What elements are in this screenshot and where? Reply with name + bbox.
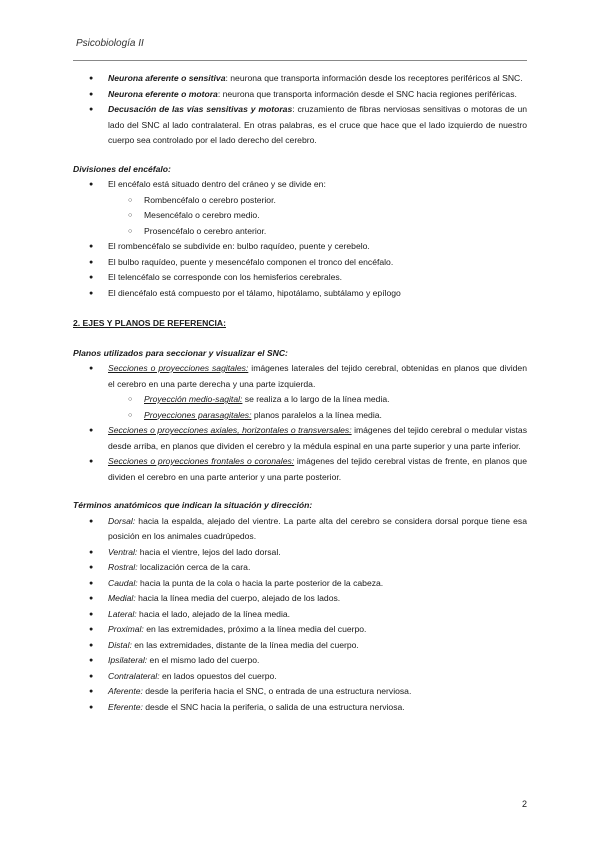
list-item (73, 454, 527, 485)
term: Secciones o proyecciones sagitales: (108, 363, 249, 373)
list-item (73, 622, 527, 638)
list-item (73, 684, 527, 700)
term: Neurona eferente o motora (108, 88, 218, 99)
definition: hacia la punta de la cola o hacia la parte posterior de la cabeza. (137, 577, 384, 588)
list-item (73, 607, 527, 623)
definition: localización cerca de la cara. (137, 562, 251, 572)
list-item (73, 361, 527, 423)
page-content (73, 71, 527, 715)
sub-list-item: ○ Mesencéfalo o cerebro medio. (108, 208, 527, 224)
term: Lateral: (108, 608, 137, 619)
term: Ventral: (108, 546, 138, 557)
term: Aferente: (108, 686, 143, 696)
list-item (73, 514, 527, 545)
sub-list (108, 392, 527, 423)
section-heading: Divisiones del encéfalo: (73, 163, 171, 174)
list-item (73, 71, 527, 87)
list-item (73, 669, 527, 685)
list-item (73, 545, 527, 561)
list-item (73, 591, 527, 607)
list-item-text: El encéfalo está situado dentro del cráneo y se divide en: (108, 179, 326, 189)
list-item (73, 653, 527, 669)
term: Proximal: (108, 624, 144, 634)
sub-list (108, 193, 527, 240)
list-item: ● El telencéfalo se corresponde con los hemisferios cerebrales. (73, 270, 527, 286)
term: Neurona aferente o sensitiva (108, 73, 226, 83)
definition: desde el SNC hacia la periferia, o salida de una estructura nerviosa. (142, 701, 405, 712)
page-number: 2 (521, 799, 527, 809)
section-title: 2. EJES Y PLANOS DE REFERENCIA: (73, 318, 226, 328)
list-item (73, 576, 527, 592)
intro-list (73, 71, 527, 149)
definition: imágenes laterales del tejido cerebral, obtenidas en planos que dividen el cerebro en una parte derecha y una parte izquierda. (108, 363, 527, 389)
section-heading: Planos utilizados para seccionar y visualizar el SNC: (73, 347, 288, 358)
sub-list-item: ○ Prosencéfalo o cerebro anterior. (108, 224, 527, 240)
term: Caudal: (108, 577, 138, 588)
definition: hacia la espalda, alejado del vientre. La parte alta del cerebro se considera dorsal porque tiene esa posición en los animales cuadrúpedos. (108, 515, 527, 541)
definition: desde la periferia hacia el SNC, o entrada de una estructura nerviosa. (142, 686, 412, 696)
term: Contralateral: (108, 670, 160, 681)
definition: hacia el vientre, lejos del lado dorsal. (137, 546, 281, 557)
definition: : neurona que transporta información desde el SNC hacia regiones periféricas. (217, 88, 517, 99)
terminos-list (73, 514, 527, 716)
list-item (73, 560, 527, 576)
term: Proyecciones parasagitales: (144, 409, 252, 420)
list-item (73, 423, 527, 454)
page-header: Psicobiología II (76, 38, 144, 49)
term: Dorsal: (108, 515, 136, 526)
definition: hacia el lado, alejado de la línea media. (136, 608, 291, 619)
list-item (73, 177, 527, 239)
list-item (73, 87, 527, 103)
sub-list-item: ○ Rombencéfalo o cerebro posterior. (108, 193, 527, 209)
term: Secciones o proyecciones axiales, horizontales o transversales: (108, 425, 352, 435)
list-item (73, 102, 527, 149)
definition: : cruzamiento de fibras nerviosas sensitivas o motoras de un lado del SNC al lado contralateral. En otras palabras, es el cruce que hace que el lado izquierdo de nuestro cuerpo sea controlado por el lado derecho del cerebro. (108, 104, 528, 145)
definition: : neurona que transporta información desde los receptores periféricos al SNC. (225, 73, 523, 83)
list-item: ● El rombencéfalo se subdivide en: bulbo raquídeo, puente y cerebelo. (73, 239, 527, 255)
definition: imágenes del tejido cerebral vistas de frente, en planos que dividen el cerebro en una parte anterior y una parte posterior. (108, 456, 527, 482)
planos-list (73, 361, 527, 485)
definition: se realiza a lo largo de la línea media. (242, 394, 390, 404)
term: Eferente: (108, 701, 143, 712)
divisiones-list (73, 177, 527, 301)
section-heading: Términos anatómicos que indican la situación y dirección: (73, 500, 313, 510)
term: Distal: (108, 639, 132, 650)
list-item (73, 700, 527, 716)
definition: hacia la línea media del cuerpo, alejado de los lados. (135, 593, 341, 603)
list-item (73, 638, 527, 654)
definition: planos paralelos a la línea media. (251, 409, 382, 420)
term: Rostral: (108, 562, 138, 572)
term: Ipsilateral: (108, 655, 148, 665)
definition: en lados opuestos del cuerpo. (159, 670, 277, 681)
definition: en las extremidades, distante de la línea media del cuerpo. (131, 639, 359, 650)
term: Secciones o proyecciones frontales o coronales: (108, 456, 295, 466)
header-divider (73, 60, 527, 61)
list-item: ● El diencéfalo está compuesto por el tálamo, hipotálamo, subtálamo y epílogo (73, 286, 527, 302)
definition: en el mismo lado del cuerpo. (147, 655, 260, 665)
sub-list-item (108, 392, 527, 408)
term: Medial: (108, 593, 136, 603)
sub-list-item (108, 408, 527, 424)
term: Decusación de las vías sensitivas y motoras (108, 104, 293, 114)
term: Proyección medio-sagital: (144, 394, 243, 404)
definition: en las extremidades, próximo a la línea media del cuerpo. (143, 624, 367, 634)
list-item: ● El bulbo raquídeo, puente y mesencéfalo componen el tronco del encéfalo. (73, 255, 527, 271)
definition: imágenes del tejido cerebral o medular vistas desde arriba, en planos que dividen el cerebro y la médula espinal en una parte superior y una parte inferior. (108, 425, 527, 451)
